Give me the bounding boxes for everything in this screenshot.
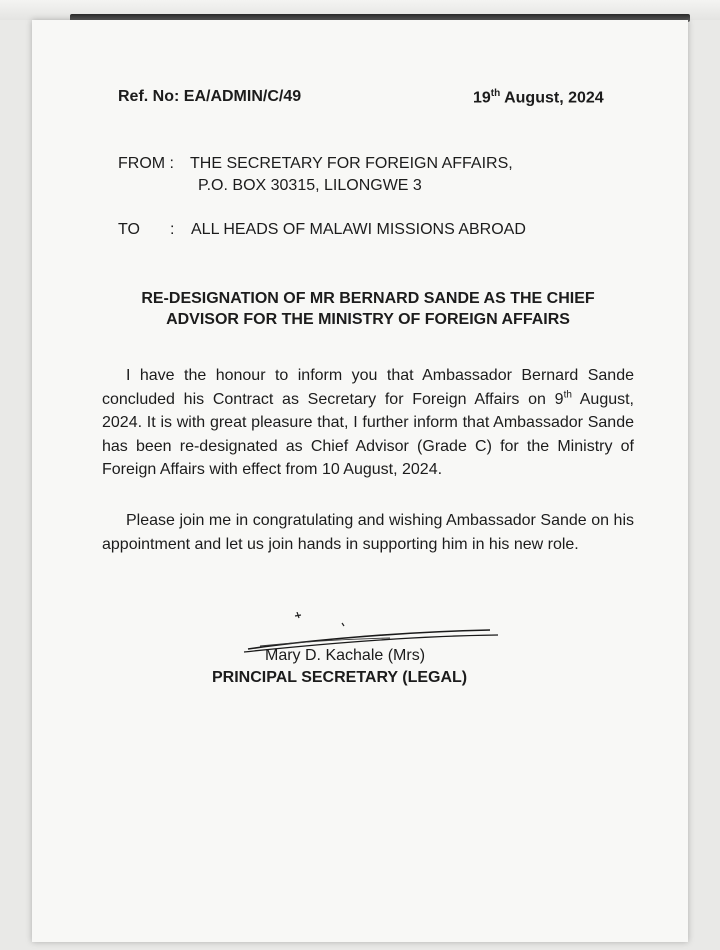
signer-name: Mary D. Kachale (Mrs) (265, 647, 426, 664)
date-day: 19 (473, 89, 491, 107)
paragraph-1-sup: th (563, 389, 572, 401)
letter-date (473, 88, 604, 107)
letter-sheet (32, 20, 688, 942)
signer-position: PRINCIPAL SECRETARY (LEGAL) (212, 669, 468, 686)
to-colon: : (170, 221, 175, 238)
body-paragraph-2 (102, 509, 634, 556)
subject-title-line-1: RE-DESIGNATION OF MR BERNARD SANDE AS THE CHIEF (141, 290, 595, 307)
paragraph-1-text: I have the honour to inform you that Ambassador Bernard Sande concluded his Contract as Secretary for Foreign Affairs on 9 (102, 367, 634, 408)
date-day-suffix: th (490, 88, 501, 99)
from-label: FROM : (118, 155, 174, 172)
subject-title-line-2: ADVISOR FOR THE MINISTRY OF FOREIGN AFFAIRS (166, 311, 570, 328)
to-recipients: ALL HEADS OF MALAWI MISSIONS ABROAD (191, 221, 526, 238)
scan-top-edge (0, 0, 720, 20)
paragraph-2-text: Please join me in congratulating and wishing Ambassador Sande on his appointment and let us join hands in supporting him in his new role. (102, 512, 634, 553)
date-rest: August, 2024 (500, 89, 604, 107)
paragraph-1-text-cont: August, 2024. It is with great pleasure that, I further inform that Ambassador Sande has been re-designated as Chief Advisor (Grade C) for the Ministry of Foreign Affairs with effect from 10 August, 2024. (102, 390, 635, 478)
from-line-1: THE SECRETARY FOR FOREIGN AFFAIRS, (190, 155, 513, 172)
from-line-2: P.O. BOX 30315, LILONGWE 3 (198, 177, 422, 194)
body-paragraph-1 (102, 364, 634, 482)
reference-number: Ref. No: EA/ADMIN/C/49 (118, 88, 302, 105)
to-label: TO (118, 221, 140, 238)
